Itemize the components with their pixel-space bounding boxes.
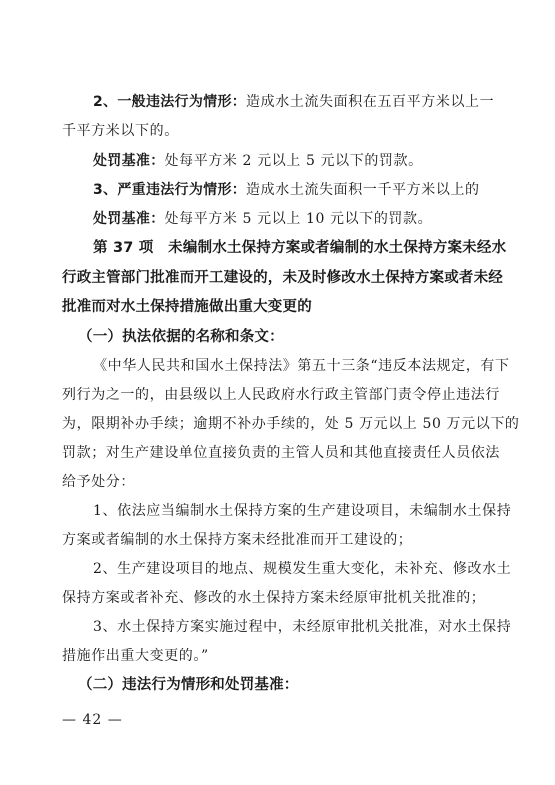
paragraph-general-violation (93, 92, 494, 112)
serious-violation-text: 造成水土流失面积一千平方米以上的 (246, 182, 480, 198)
general-violation-text-cont: 千平方米以下的。 (62, 123, 179, 139)
section-heading-violation-basis: （二）违法行为情形和处罚基准： (78, 677, 299, 693)
law-item-3-line-1: 3、水土保持方案实施过程中，未经原审批机关批准，对水土保持 (93, 619, 512, 635)
page-number: — 42 — (62, 712, 123, 728)
section-heading-legal-basis: （一）执法依据的名称和条文： (78, 329, 284, 345)
general-violation-label: 2、一般违法行为情形： (93, 94, 247, 110)
penalty-basis-text-1: 处每平方米 2 元以上 5 元以下的罚款。 (164, 153, 423, 169)
paragraph-general-violation-cont (62, 121, 179, 141)
item-heading-line-1: 第 37 项 未编制水土保持方案或者编制的水土保持方案未经水 (93, 240, 507, 256)
penalty-basis-label-1: 处罚基准： (93, 153, 165, 169)
law-item-2-line-2: 保持方案或者补充、修改的水土保持方案未经原审批机关批准的； (62, 590, 486, 606)
law-item-1-line-1: 1、依法应当编制水土保持方案的生产建设项目，未编制水土保持 (93, 503, 512, 519)
penalty-basis-text-2: 处每平方米 5 元以上 10 元以下的罚款。 (164, 211, 433, 227)
law-text-line-3: 为，限期补办手续；逾期不补办手续的，处 5 万元以上 50 万元以下的 (62, 416, 520, 432)
paragraph-penalty-basis-2 (93, 209, 432, 229)
law-text-line-4: 罚款；对生产建设单位直接负责的主管人员和其他直接责任人员依法 (62, 445, 500, 461)
law-item-2-line-1: 2、生产建设项目的地点、规模发生重大变化，未补充、修改水土 (93, 561, 512, 577)
paragraph-penalty-basis-1 (93, 151, 423, 171)
law-item-1-line-2: 方案或者编制的水土保持方案未经批准而开工建设的； (62, 532, 413, 548)
item-heading-line-2: 行政主管部门批准而开工建设的，未及时修改水土保持方案或者未经 (62, 270, 503, 286)
general-violation-text: 造成水土流失面积在五百平方米以上一 (246, 94, 495, 110)
law-text-line-2: 列行为之一的，由县级以上人民政府水行政主管部门责令停止违法行 (62, 387, 500, 403)
law-item-3-line-2: 措施作出重大变更的。” (62, 648, 209, 664)
serious-violation-label: 3、严重违法行为情形： (93, 182, 247, 198)
item-heading-line-3: 批准而对水土保持措施做出重大变更的 (62, 299, 312, 315)
law-text-line-1: 《中华人民共和国水土保持法》第五十三条“违反本法规定，有下 (93, 358, 510, 374)
paragraph-serious-violation (93, 180, 480, 200)
penalty-basis-label-2: 处罚基准： (93, 211, 165, 227)
law-text-line-5: 给予处分： (62, 474, 135, 490)
